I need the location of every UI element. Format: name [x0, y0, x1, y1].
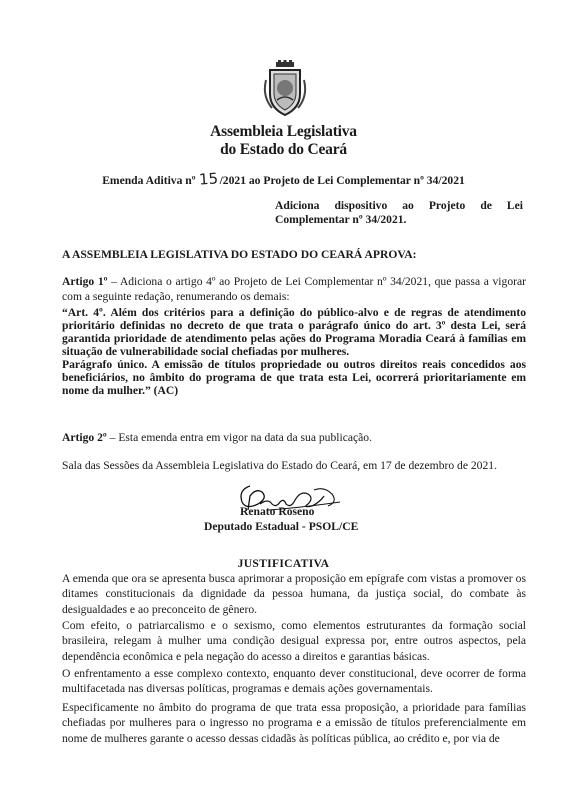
article-1-text: – Adiciona o artigo 4º ao Projeto de Lei Complementar nº 34/2021, que passa a vigorar com a seguinte redação, renumerando os demais: [62, 275, 526, 303]
article-2-text: – Esta emenda entra em vigor na data da sua publicação. [106, 431, 372, 444]
amendment-title-suffix: /2021 ao Projeto de Lei Complementar nº 34/2021 [219, 174, 465, 187]
session-place-date: Sala das Sessões da Assembleia Legislativa do Estado do Ceará, em 17 de dezembro de 2021. [62, 459, 497, 472]
article-2-label: Artigo 2º [62, 431, 107, 444]
justification-paragraph-1: A emenda que ora se apresenta busca aprimorar a proposição em epígrafe com vistas a promover os ditames constitucionais da dignidade da pessoa humana, da justiça social, do combate às desigualdades e ao preconceito de gênero. [62, 572, 526, 616]
institution-name-line2: do Estado do Ceará [220, 141, 347, 158]
signatory-name: Renato Roseno [240, 505, 315, 518]
justification-paragraph-4: Especificamente no âmbito do programa de que trata essa proposição, a prioridade para famílias chefiadas por mulheres para o ingresso no programa e a emissão de títulos preferencialmente em nome de mulheres garante o acesso dessas cidadãs às políticas pública, ao crédito e, por via de [62, 701, 526, 745]
article-1 [62, 274, 526, 304]
state-coat-of-arms-icon [262, 60, 308, 118]
amendment-title [0, 170, 567, 188]
quoted-article-4: “Art. 4º. Além dos critérios para a definição do público-alvo e de regras de atendimento prioritário definidas no decreto de que trata o parágrafo único do art. 3º desta Lei, será garantida prioridade de atendimento pelas ações do Programa Moradia Ceará à famílias em situação de vulnerabilidade social chefiadas por mulheres. [62, 306, 526, 358]
quoted-article [62, 306, 526, 397]
amendment-summary: Adiciona dispositivo ao Projeto de Lei Complementar nº 34/2021. [275, 199, 523, 226]
amendment-title-prefix: Emenda Aditiva nº [102, 174, 196, 187]
justification-paragraph-2: Com efeito, o patriarcalismo e o sexismo, como elementos estruturantes da formação social brasileira, relegam à mulher uma condição desigual expressa por, entre outros aspectos, pela dependência econômica e pela negação do acesso a direitos e garantias básicas. [62, 619, 526, 663]
article-2 [62, 430, 526, 445]
justification-heading: JUSTIFICATIVA [237, 557, 330, 570]
institution-name-line1: Assembleia Legislativa [210, 123, 357, 140]
amendment-number-handwritten: 15 [198, 169, 220, 189]
article-1-label: Artigo 1º [62, 275, 108, 288]
justification-paragraph-3: O enfrentamento a esse complexo contexto, enquanto dever constitucional, deve ocorrer de forma multifacetada nas diversas políticas, programas e demais ações governamentais. [62, 667, 526, 696]
approval-heading: A ASSEMBLEIA LEGISLATIVA DO ESTADO DO CEARÁ APROVA: [62, 248, 417, 261]
signatory-title: Deputado Estadual - PSOL/CE [204, 520, 359, 533]
quoted-paragraph: Parágrafo único. A emissão de títulos propriedade ou outros direitos reais concedidos aos beneficiários, no âmbito do programa de que trata esta Lei, ocorrerá prioritariamente em nome da mulher.” (AC) [62, 358, 526, 397]
